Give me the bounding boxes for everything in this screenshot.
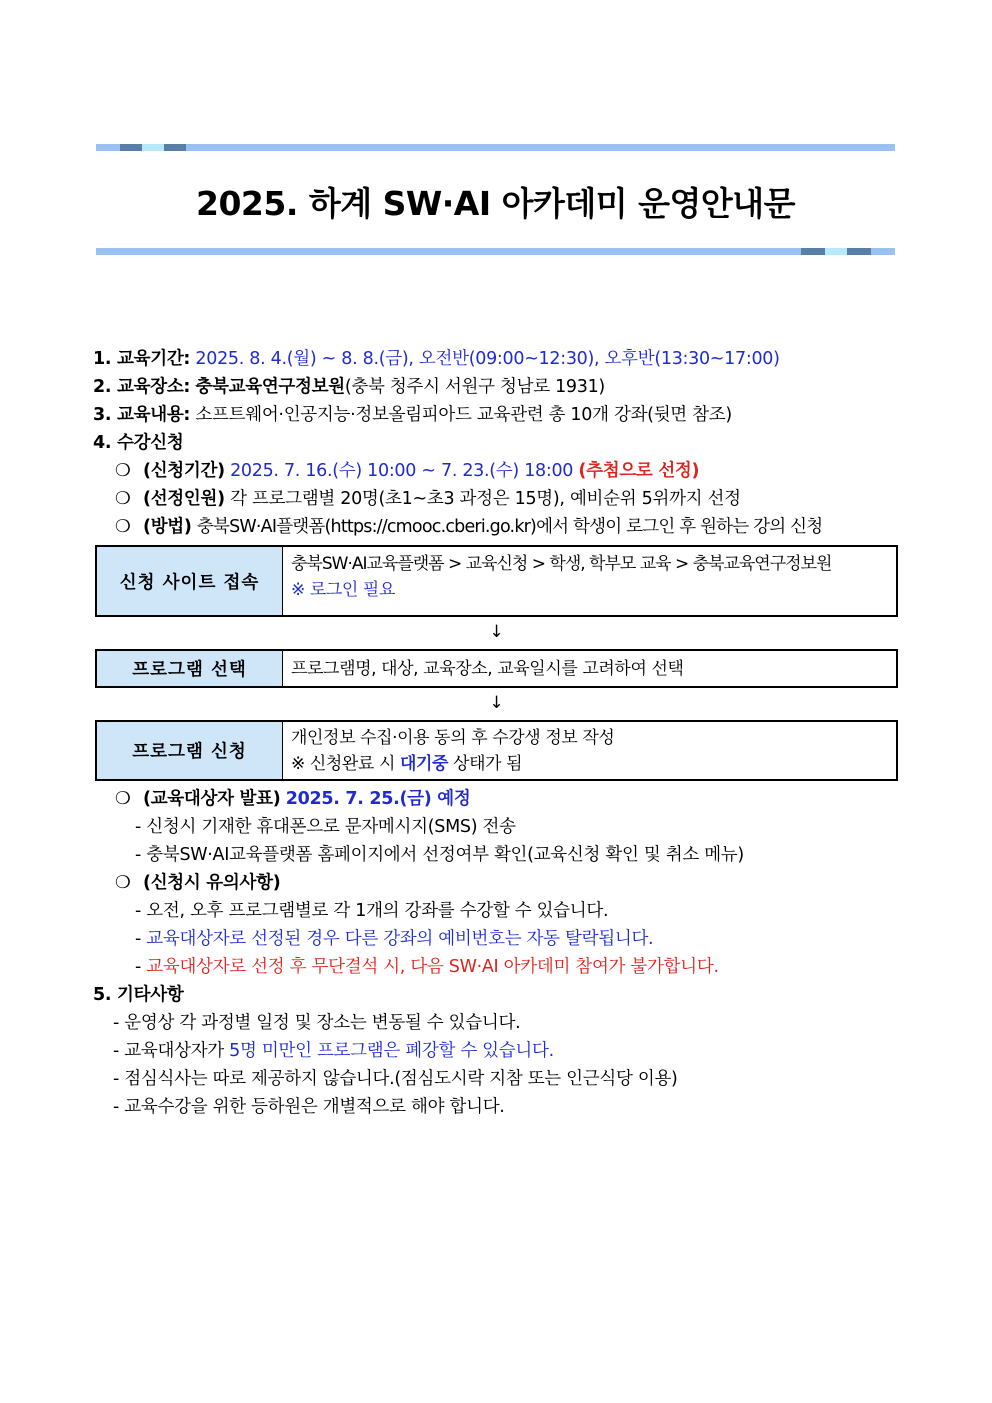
bar-segment bbox=[825, 248, 847, 255]
announcement bbox=[93, 785, 903, 813]
flow-step-label: 신청 사이트 접속 bbox=[97, 547, 283, 615]
section-application: 4. 수강신청 bbox=[93, 433, 184, 453]
document-body bbox=[93, 345, 903, 1121]
top-decorative-bar bbox=[96, 144, 895, 151]
announcement-date: 2025. 7. 25.(금) 예정 bbox=[285, 789, 471, 809]
bar-segment bbox=[120, 144, 142, 151]
selection-count-value: 각 프로그램별 20명(초1~초3 과정은 15명), 예비순위 5위까지 선정 bbox=[230, 489, 741, 509]
flow-step-text: 개인정보 수집·이용 동의 후 수강생 정보 작성 bbox=[291, 728, 615, 748]
flow-step-note bbox=[291, 751, 614, 777]
sub-label: (방법) bbox=[143, 517, 192, 537]
list-item: - 점심식사는 따로 제공하지 않습니다.(점심도시락 지참 또는 인근식당 이용) bbox=[113, 1069, 678, 1089]
down-arrow-icon: ↓ bbox=[489, 693, 504, 713]
dash: - bbox=[135, 957, 147, 977]
bar-segment bbox=[164, 144, 186, 151]
section-period bbox=[93, 345, 903, 373]
flow-step-body bbox=[283, 722, 622, 779]
document-title: 2025. 하계 SW·AI 아카데미 운영안내문 bbox=[195, 184, 796, 223]
waiting-status: 대기중 bbox=[399, 754, 449, 774]
section-location bbox=[93, 373, 903, 401]
list-item bbox=[93, 1037, 903, 1065]
location-address: (충북 청주시 서원구 청남로 1931) bbox=[344, 377, 605, 397]
list-item: - 교육수강을 위한 등하원은 개별적으로 해야 합니다. bbox=[113, 1097, 505, 1117]
section-other: 5. 기타사항 bbox=[93, 985, 184, 1005]
application-method-value: 충북SW·AI플랫폼(https://cmooc.cberi.go.kr)에서 학생이 로그인 후 원하는 강의 신청 bbox=[196, 517, 823, 537]
flow-step-select-program bbox=[95, 649, 898, 688]
flow-step-site-access bbox=[95, 545, 898, 617]
circle-bullet-icon: ❍ bbox=[115, 789, 131, 809]
sub-label: (선정인원) bbox=[143, 489, 225, 509]
circle-bullet-icon: ❍ bbox=[115, 489, 131, 509]
section-label: 3. 교육내용: bbox=[93, 405, 191, 425]
flow-step-label: 프로그램 선택 bbox=[97, 651, 283, 686]
caution bbox=[93, 869, 903, 897]
list-item: - 오전, 오후 프로그램별로 각 1개의 강좌를 수강할 수 있습니다. bbox=[135, 901, 609, 921]
location-name: 충북교육연구정보원 bbox=[195, 377, 345, 397]
sub-label: (교육대상자 발표) bbox=[143, 789, 281, 809]
flow-step-text: 프로그램명, 대상, 교육장소, 교육일시를 고려하여 선택 bbox=[291, 659, 684, 679]
note-text: ※ 신청완료 시 bbox=[291, 754, 400, 774]
note-text: 상태가 됨 bbox=[448, 754, 523, 774]
selection-count bbox=[93, 485, 903, 513]
application-period bbox=[93, 457, 903, 485]
list-item: - 신청시 기재한 휴대폰으로 문자메시지(SMS) 전송 bbox=[135, 817, 516, 837]
dash: - bbox=[135, 929, 147, 949]
list-item: - 운영상 각 과정별 일정 및 장소는 변동될 수 있습니다. bbox=[113, 1013, 521, 1033]
sub-label: (신청시 유의사항) bbox=[143, 873, 281, 893]
lottery-note: (추첨으로 선정) bbox=[578, 461, 700, 481]
login-required-note: ※ 로그인 필요 bbox=[291, 580, 395, 600]
list-item: - 충북SW·AI교육플랫폼 홈페이지에서 선정여부 확인(교육신청 확인 및 취소 메뉴) bbox=[135, 845, 744, 865]
bar-segment bbox=[801, 248, 825, 255]
circle-bullet-icon: ❍ bbox=[115, 461, 131, 481]
section-label: 2. 교육장소: bbox=[93, 377, 191, 397]
caution-text: 교육대상자로 선정 후 무단결석 시, 다음 SW·AI 아카데미 참여가 불가합니다. bbox=[146, 957, 719, 977]
section-content bbox=[93, 401, 903, 429]
closure-note: 5명 미만인 프로그램은 폐강할 수 있습니다. bbox=[229, 1041, 554, 1061]
flow-step-body bbox=[283, 651, 692, 686]
bar-segment bbox=[142, 144, 164, 151]
list-item bbox=[93, 953, 903, 981]
circle-bullet-icon: ❍ bbox=[115, 873, 131, 893]
list-item bbox=[93, 925, 903, 953]
bottom-decorative-bar bbox=[96, 248, 895, 255]
application-method bbox=[93, 513, 903, 541]
flow-step-apply-program bbox=[95, 720, 898, 781]
flow-step-text: 충북SW·AI교육플랫폼 > 교육신청 > 학생, 학부모 교육 > 충북교육연구정보원 bbox=[291, 554, 832, 574]
section-label: 1. 교육기간: bbox=[93, 349, 191, 369]
bar-segment bbox=[847, 248, 871, 255]
period-value: 2025. 8. 4.(월) ~ 8. 8.(금), 오전반(09:00~12:30), 오후반(13:30~17:00) bbox=[195, 349, 780, 369]
item-text: - 교육대상자가 bbox=[113, 1041, 230, 1061]
sub-label: (신청기간) bbox=[143, 461, 225, 481]
flow-step-label: 프로그램 신청 bbox=[97, 722, 283, 779]
circle-bullet-icon: ❍ bbox=[115, 517, 131, 537]
down-arrow-icon: ↓ bbox=[489, 622, 504, 642]
caution-text: 교육대상자로 선정된 경우 다른 강좌의 예비번호는 자동 탈락됩니다. bbox=[146, 929, 654, 949]
flow-step-body bbox=[283, 547, 839, 615]
application-period-value: 2025. 7. 16.(수) 10:00 ~ 7. 23.(수) 18:00 bbox=[230, 461, 574, 481]
content-value: 소프트웨어·인공지능·정보올림피아드 교육관련 총 10개 강좌(뒷면 참조) bbox=[195, 405, 732, 425]
